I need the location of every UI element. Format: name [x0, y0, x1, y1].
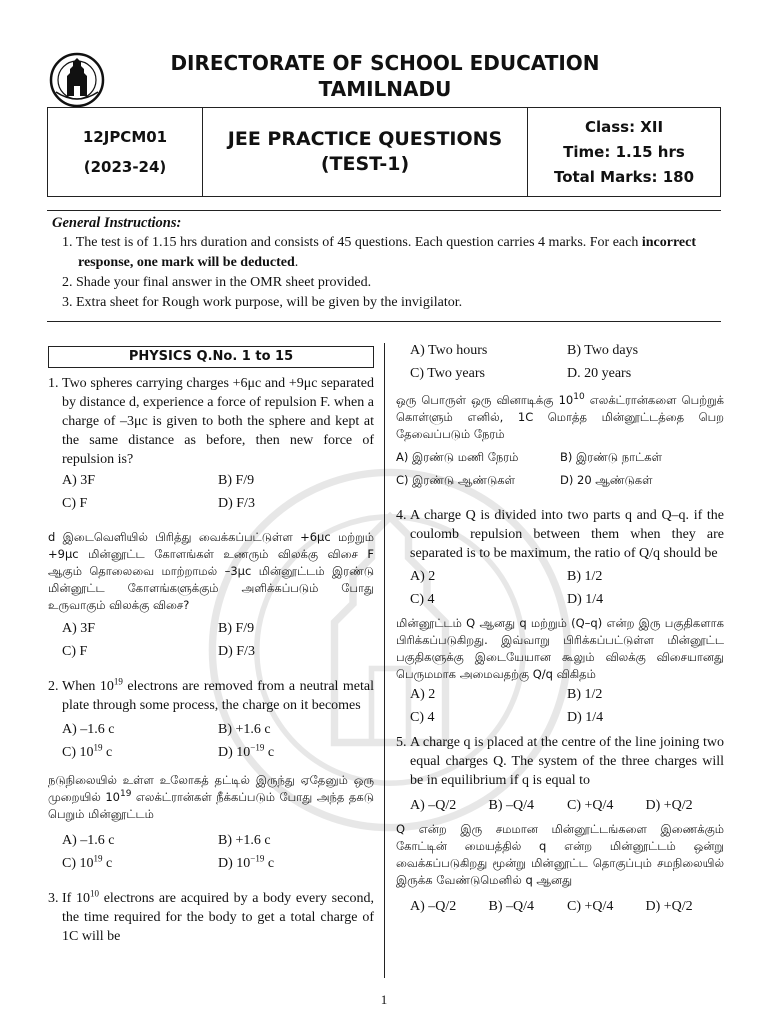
option-b: B) –Q/4 — [488, 798, 534, 813]
total-marks-label: Total Marks: 180 — [553, 167, 695, 186]
question-2: 2. When $10^{19}$ electrons are removed from a neutral metal plate through some process, the charge on it becomes — [48, 676, 374, 713]
option-a: A) இரண்டு மணி நேரம் — [396, 450, 519, 464]
right-column — [396, 343, 724, 918]
left-column — [48, 346, 374, 946]
question-2-text: When $10^{19}$ electrons are removed from a neutral metal plate through some process, the charge on it becomes — [62, 676, 374, 713]
instructions-title: General Instructions: — [52, 215, 182, 231]
divider-top — [47, 210, 721, 211]
instruction-2: 2. Shade your final answer in the OMR sheet provided. — [62, 275, 372, 290]
question-4-text: A charge Q is divided into two parts q and Q–q. if the coulomb repulsion between them when they are separated is to be maximum, the ratio of Q/q should be — [410, 508, 724, 561]
option-d: D) $10^{-19}$ c — [218, 853, 275, 871]
question-5-options-tamil — [396, 895, 724, 918]
paper-code: 12JPCM01 — [82, 128, 168, 146]
question-3: 3. If $10^{10}$ electrons are acquired by a body every second, the time required for the body to get a total charge of 1C will be — [48, 888, 374, 944]
time-label: Time: 1.15 hrs — [563, 142, 685, 161]
page-number: 1 — [380, 992, 388, 1007]
question-1-tamil: d இடைவெளியில் பிரித்து வைக்கப்பட்டுள்ள +6μc மற்றும் +9μc மின்னூட்ட கோளங்கள் உணரும் விலக்கு விசை F ஆகும் தொலைவை மாற்றாமல் –3μc மின்னூட்டம் இரண்டு மின்னூட்ட கோளங்களுக்கும் அளிக்கப்படும் போது உருவாகும் விலக்கு விசை? — [48, 530, 374, 612]
option-a: A) –1.6 c — [62, 833, 115, 848]
question-5-tamil: Q என்ற இரு சமமான மின்னூட்டங்களை இணைக்கும் கோட்டின் மையத்தில் q என்ற மின்னூட்டம் ஒன்று வைக்கப்படுகிறது மூன்று மின்னூட்ட தொகுப்பும் சமநிலையில் இருக்க வேண்டுமெனில் q ஆனது — [396, 822, 724, 887]
option-d: D) F/3 — [218, 496, 255, 511]
option-a: A) Two hours — [410, 343, 488, 358]
option-b: B) 1/2 — [567, 687, 603, 702]
question-1-text: Two spheres carrying charges +6μc and +9μc separated by distance d, experience a force of repulsion F. when a charge of –3μc is given to both the sphere and kept at the same distance as before, then new force of repulsion is? — [62, 376, 374, 467]
academic-year: (2023-24) — [83, 158, 167, 176]
option-b: B) 1/2 — [567, 569, 603, 584]
option-d: D) $10^{-19}$ c — [218, 742, 275, 760]
option-a: A) 2 — [410, 569, 436, 584]
question-5: 5. A charge q is placed at the centre of the line joining two equal charges Q. The system of the three charges will be in equilibrium if q is equal to — [396, 735, 724, 788]
option-c: C) 4 — [410, 592, 435, 607]
title-line-1: DIRECTORATE OF SCHOOL EDUCATION — [170, 51, 600, 75]
question-1-options-tamil — [48, 617, 374, 663]
question-4-tamil: மின்னூட்டம் Q ஆனது q மற்றும் (Q–q) என்ற இரு பகுதிகளாக பிரிக்கப்படுகிறது. இவ்வாறு பிரிக்கப்பட்டுள்ள மின்னூட்ட பகுதிகளுக்கு இடையேயான கூலும் விலக்கு விசையானது பெருமமாக அமைவதற்கு Q/q விகிதம் — [396, 616, 724, 681]
question-5-options — [396, 794, 724, 817]
option-c: C) F — [62, 644, 88, 659]
test-name-cell — [203, 108, 528, 196]
section-heading: PHYSICS Q.No. 1 to 15 — [48, 346, 374, 368]
option-a: A) 3F — [62, 621, 96, 636]
question-4: 4. A charge Q is divided into two parts q and Q–q. if the coulomb repulsion between them when they are separated is to be maximum, the ratio of Q/q should be — [396, 508, 724, 561]
option-b: B) –Q/4 — [488, 899, 534, 914]
option-d: D) 20 ஆண்டுகள் — [560, 473, 653, 487]
option-c: C) +Q/4 — [567, 899, 614, 914]
option-c: C) +Q/4 — [567, 798, 614, 813]
option-b: B) இரண்டு நாட்கள் — [560, 450, 662, 464]
test-name-line-1: JEE PRACTICE QUESTIONS — [227, 128, 503, 150]
question-5-text: A charge q is placed at the centre of the line joining two equal charges Q. The system of the three charges will be in equilibrium if q is equal to — [410, 735, 724, 788]
header-info-box — [47, 107, 721, 197]
option-d: D) F/3 — [218, 644, 255, 659]
option-a: A) –1.6 c — [62, 722, 115, 737]
option-a: A) 2 — [410, 687, 436, 702]
exam-meta-cell — [528, 108, 720, 196]
option-b: B) +1.6 c — [218, 722, 271, 737]
class-label: Class: XII — [584, 117, 664, 136]
instruction-3: 3. Extra sheet for Rough work purpose, will be given by the invigilator. — [62, 295, 463, 310]
option-b: B) F/9 — [218, 473, 255, 488]
option-a: A) –Q/2 — [410, 899, 457, 914]
question-3-options-tamil — [396, 446, 724, 492]
option-c: C) 4 — [410, 710, 435, 725]
column-divider — [384, 343, 385, 978]
option-a: A) –Q/2 — [410, 798, 457, 813]
question-3-tamil: ஒரு பொருள் ஒரு வினாடிக்கு $10^{10}$ எலக்ட்ரான்களை பெற்றுக் கொள்ளும் எனில், 1C மொத்த மின்னூட்டத்தை பெற தேவைப்படும் நேரம் — [396, 392, 724, 441]
option-c: C) $10^{19}$ c — [62, 742, 113, 760]
option-d: D) 1/4 — [567, 592, 604, 607]
tamilnadu-emblem-logo — [42, 52, 112, 108]
question-1-options — [48, 469, 374, 515]
question-3-options — [396, 339, 724, 385]
question-2-options — [48, 718, 374, 764]
option-a: A) 3F — [62, 473, 96, 488]
option-c: C) இரண்டு ஆண்டுகள் — [396, 473, 516, 487]
question-3-text: If $10^{10}$ electrons are acquired by a body every second, the time required for the body to get a total charge of 1C will be — [62, 888, 374, 944]
option-b: B) Two days — [567, 343, 639, 358]
general-instructions — [52, 213, 712, 313]
option-d: D) +Q/2 — [645, 899, 693, 914]
test-name-line-2: (TEST-1) — [320, 153, 410, 175]
option-d: D. 20 years — [567, 366, 632, 381]
document-title — [130, 50, 640, 102]
option-c: C) F — [62, 496, 88, 511]
option-c: C) Two years — [410, 366, 485, 381]
question-1: 1. Two spheres carrying charges +6μc and +9μc separated by distance d, experience a force of repulsion F. when a charge of –3μc is given to both the sphere and kept at the same distance as before, then new force of repulsion is? — [48, 376, 374, 467]
question-4-options-tamil — [396, 683, 724, 729]
question-2-options-tamil — [48, 829, 374, 875]
instruction-1: 1. The test is of 1.15 hrs duration and consists of 45 questions. Each question carries 4 marks. For each incorrect response, one mark will be deducted. — [62, 235, 697, 270]
paper-code-cell — [48, 108, 203, 196]
option-c: C) $10^{19}$ c — [62, 853, 113, 871]
question-2-tamil: நடுநிலையில் உள்ள உலோகத் தட்டில் இருந்து ஏதேனும் ஒரு முறையில் $10^{19}$ எலக்ட்ரான்கள் நீக்கப்படும் போது அந்த தகடு பெறும் மின்னூட்டம் — [48, 773, 374, 821]
question-4-options — [396, 565, 724, 611]
option-b: B) F/9 — [218, 621, 255, 636]
option-b: B) +1.6 c — [218, 833, 271, 848]
divider-bottom — [47, 321, 721, 322]
option-d: D) +Q/2 — [645, 798, 693, 813]
option-d: D) 1/4 — [567, 710, 604, 725]
title-line-2: TAMILNADU — [318, 77, 452, 101]
